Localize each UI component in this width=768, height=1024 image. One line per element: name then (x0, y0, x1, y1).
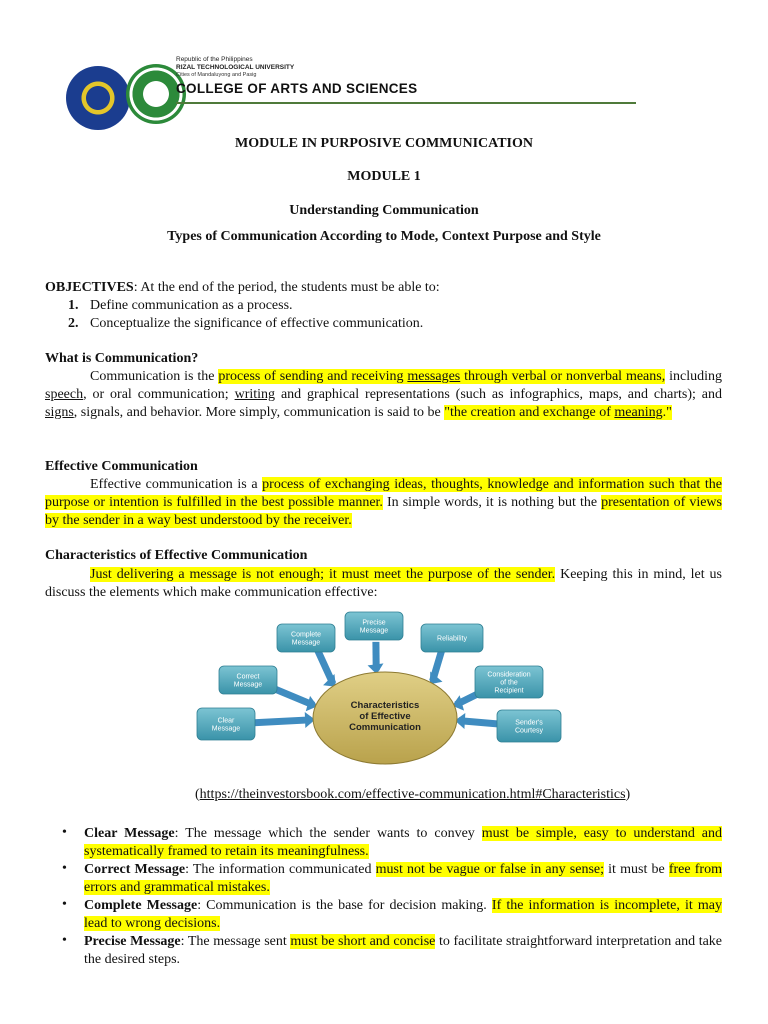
objective-1 (68, 297, 79, 315)
diagram-node-label: Correct Message (233, 673, 263, 689)
text-run: through verbal or nonverbal means, (460, 369, 666, 384)
highlight: must not be vague or false in any sense; (375, 862, 605, 877)
bullet-correct-message (84, 861, 722, 897)
bullet-term: Precise Message (84, 934, 181, 949)
module-title: MODULE IN PURPOSIVE COMMUNICATION (234, 136, 534, 151)
underlined-term: signs (45, 405, 74, 420)
heading-text: Effective Communication (45, 459, 198, 474)
diagram-node-label: Sender's Courtesy (514, 719, 544, 735)
objectives-label: OBJECTIVES (45, 280, 134, 295)
diagram-node-label: Complete Message (291, 631, 321, 647)
text-run: , or oral communication; (83, 387, 235, 402)
cities-text: Cities of Mandaluyong and Pasig (176, 72, 257, 78)
underlined-term: meaning (614, 405, 663, 420)
heading-text: Characteristics of Effective Communication (45, 548, 308, 563)
diagram-node-label: Consideration of the Recipient (487, 671, 531, 695)
text-run: : The message sent (180, 934, 291, 949)
highlight: must be simple, easy to understand and systematically framed to retain its meaningfulness. (84, 826, 722, 859)
effective-paragraph (45, 476, 722, 530)
text-run: : The message which the sender wants to convey (174, 826, 482, 841)
text-run: ) (625, 787, 631, 802)
source-citation (195, 786, 630, 804)
objectives-intro (45, 279, 735, 297)
bullet-clear-message (84, 825, 722, 861)
university-name: RIZAL TECHNOLOGICAL UNIVERSITY (176, 64, 295, 71)
diagram-node-label: Clear Message (211, 717, 241, 733)
characteristics-heading (45, 547, 307, 565)
source-link[interactable]: https://theinvestorsbook.com/effective-communication.html#Characteristics (199, 787, 626, 802)
text-run: : The information communicated (185, 862, 376, 877)
bullet-term: Clear Message (84, 826, 175, 841)
highlight (218, 369, 665, 384)
text-run: to facilitate straightforward interpretation and take the desired steps. (84, 934, 723, 967)
characteristics-paragraph (45, 566, 722, 602)
highlight: process of exchanging ideas, thoughts, knowledge and information such that the purpose or intention is fulfilled in the best possible manner. (45, 477, 722, 510)
text-run: Effective communication is a (90, 477, 263, 492)
text-run: it must be (604, 862, 669, 877)
characteristics-diagram (195, 610, 575, 770)
text-run: ( (195, 787, 200, 802)
underlined-term: messages (407, 369, 461, 384)
objectives-intro-text: : At the end of the period, the students must be able to: (133, 280, 440, 295)
text-run: In simple words, it is nothing but the (382, 495, 602, 510)
what-is-paragraph (45, 368, 722, 422)
header-divider (176, 102, 636, 104)
subtopic-title: Types of Communication According to Mode, Context Purpose and Style (167, 229, 601, 244)
bullet-precise-message (84, 933, 722, 969)
what-is-heading (45, 350, 198, 368)
diagram-node-label: Reliability (437, 635, 467, 643)
republic-text: Republic of the Philippines (176, 56, 253, 63)
college-name: COLLEGE OF ARTS AND SCIENCES (176, 81, 418, 96)
text-run: including (665, 369, 723, 384)
bullet-icon: • (62, 933, 67, 948)
effective-heading (45, 458, 198, 476)
objective-text: Define communication as a process. (90, 298, 293, 313)
highlight: must be short and concise (290, 934, 436, 949)
highlight (444, 405, 672, 420)
highlight: free from errors and grammatical mistakes. (84, 862, 722, 895)
bullet-complete-message (84, 897, 722, 933)
text-run: ." (662, 405, 672, 420)
diagram-node-label: Precise Message (359, 619, 389, 635)
highlight: If the information is incomplete, it may lead to wrong decisions. (84, 898, 722, 931)
bullet-icon: • (62, 861, 67, 876)
bullet-term: Complete Message (84, 898, 198, 913)
highlight: Just delivering a message is not enough; it must meet the purpose of the sender. (90, 567, 556, 582)
text-run: : Communication is the base for decision making. (197, 898, 492, 913)
text-run: , signals, and behavior. More simply, communication is said to be (73, 405, 445, 420)
text-run: Keeping this in mind, let us discuss the elements which make communication effective: (45, 567, 722, 600)
objective-num: 1. (68, 298, 79, 313)
objective-text: Conceptualize the significance of effective communication. (90, 316, 424, 331)
module-number: MODULE 1 (347, 169, 421, 184)
bullet-icon: • (62, 897, 67, 912)
center-label: Characteristics of Effective Communication (349, 700, 421, 733)
header-text (176, 56, 417, 96)
text-run: process of sending and receiving (218, 369, 408, 384)
page-header (0, 0, 768, 110)
objective-num: 2. (68, 316, 79, 331)
text-run: "the creation and exchange of (444, 405, 615, 420)
topic-title: Understanding Communication (289, 203, 479, 218)
underlined-term: writing (234, 387, 276, 402)
underlined-term: speech (45, 387, 84, 402)
text-run: and graphical representations (such as infographics, maps, and charts); and (275, 387, 722, 402)
objective-2 (68, 315, 79, 333)
heading-text: What is Communication? (45, 351, 199, 366)
bullet-term: Correct Message (84, 862, 186, 877)
university-seal-icon (66, 66, 130, 130)
text-run: Communication is the (90, 369, 219, 384)
highlight: presentation of views by the sender in a way best understood by the receiver. (45, 495, 722, 528)
bullet-icon: • (62, 825, 67, 840)
